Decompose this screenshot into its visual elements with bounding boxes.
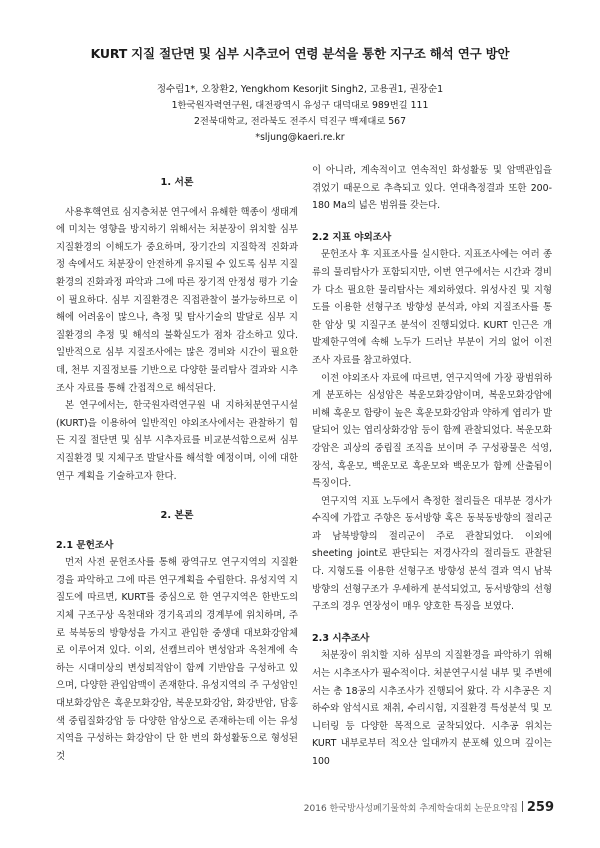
field-survey-paragraph-2: 이전 야외조사 자료에 따르면, 연구지역에 가장 광범위하게 분포하는 심성암은 복운모화강암이며, 복운모화강암에 비해 흑운모 함량이 높은 흑운모화강암과 약하게 엽리가 발달되어 있는 엽리상화강암 등이 함께 관찰되었다. 복운모화강암은 괴상의 중립질 조직을 보이며 주 구성광물은 석영, 장석, 흑운모, 백운모로 흑운모와 백운모가 함께 산출됨이 특징이다. — [312, 372, 552, 490]
author-list: 정수림1*, 오창환2, Yengkhom Kesorjit Singh2, 고용권1, 권장순1 — [156, 84, 444, 95]
affiliation-2: 2전북대학교, 전라북도 전주시 덕진구 백제대로 567 — [193, 116, 407, 127]
subsection-heading-drilling: 2.3 시추조사 — [312, 632, 370, 644]
right-column — [312, 162, 552, 771]
drilling-paragraph: 처분장이 위치할 지하 심부의 지질환경을 파악하기 위해서는 시추조사가 필수적이다. 처분연구시설 내부 및 주변에서는 총 18공의 시추조사가 진행되어 왔다. 각 시추공은 지하수와 암석시료 채취, 수리시험, 지질환경 특성분석 및 모니터링 등 다양한 목적으로 굴착되었다. 시추공 위치는 KURT 내부로부터 적오산 일대까지 분포해 있으며 깊이는 100 — [312, 650, 552, 767]
field-survey-paragraph-3: 연구지역 지표 노두에서 측정한 절리들은 대부분 경사가 수직에 가깝고 주향은 동서방향 혹은 동북동방향의 절리군과 남북방향의 절리군이 주로 관찰되었다. 이외에 sheeting joint로 판단되는 저경사각의 절리들도 관찰된다. 지형도를 이용한 선형구조 방향성 분석 결과 역시 남북방향의 선형구조가 우세하게 분석되었고, 동서방향의 선형구조의 경우 연장성이 매우 양호한 특징을 보였다. — [312, 495, 552, 613]
page-number: 259 — [526, 800, 554, 815]
section-heading-intro: 1. 서론 — [160, 177, 194, 188]
intro-paragraph-2: 본 연구에서는, 한국원자력연구원 내 지하처분연구시설(KURT)을 이용하여 일반적인 야외조사에서는 관찰하기 힘든 지질 절단면 및 심부 시추자료를 비교분석함으로써 심부 지질환경 및 지체구조 발달사를 해석할 예정이며, 이에 대한 연구 계획을 기술하고자 한다. — [56, 400, 298, 482]
paper-title: KURT 지질 절단면 및 심부 시추코어 연령 분석을 통한 지구조 해석 연구 방안 — [90, 46, 510, 61]
field-survey-paragraph-1: 문헌조사 후 지표조사를 실시한다. 지표조사에는 여러 종류의 물리탐사가 포함되지만, 이번 연구에서는 시간과 경비가 다소 필요한 물리탐사는 제외하였다. 위성사진 및 지형도를 이용한 선형구조 방향성 분석과, 야외 지질조사를 통한 암상 및 지질구조 분석이 진행되었다. KURT 인근은 개발제한구역에 속해 노두가 드러난 부분이 거의 없어 이전 조사 자료를 참고하였다. — [312, 249, 552, 366]
subsection-heading-literature: 2.1 문헌조사 — [56, 539, 114, 551]
continued-paragraph: 이 아니라, 계속적이고 연속적인 화성활동 및 암맥관입을 겪었기 때문으로 추측되고 있다. 연대측정결과 또한 200-180 Ma의 넓은 범위를 갖는다. — [312, 165, 552, 212]
section-heading-body: 2. 본론 — [160, 510, 194, 522]
page-footer — [304, 800, 554, 815]
affiliation-1: 1한국원자력연구원, 대전광역시 유성구 대덕대로 989번길 111 — [171, 100, 429, 111]
intro-paragraph-1: 사용후핵연료 심지층처분 연구에서 유해한 핵종이 생태계에 미치는 영향을 방지하기 위해서는 처분장이 위치할 심부 지질환경의 이해도가 중요하며, 장기간의 지질학적 진화과정 속에서도 처분장이 안전하게 유지될 수 있도록 심부 지질환경의 진화과정 파악과 그에 따른 장기적 안정성 평가 기술이 필요하다. 심부 지질환경은 직접관찰이 불가능하므로 이해에 어려움이 많으나, 측정 및 탐사기술의 발달로 심부 지질환경의 추정 및 해석의 불확실도가 점차 감소하고 있다. 일반적으로 심부 지질조사에는 많은 경비와 시간이 필요한데, 천부 지질정보를 기반으로 다양한 물리탐사 결과와 시추조사 자료를 통해 간접적으로 해석된다. — [56, 206, 298, 394]
author-block — [40, 82, 560, 146]
author-email: *sljung@kaeri.re.kr — [255, 132, 345, 143]
literature-paragraph: 먼저 사전 문헌조사를 통해 광역규모 연구지역의 지질환경을 파악하고 그에 따른 연구계획을 수립한다. 유성지역 지질도에 따르면, KURT를 중심으로 한 연구지역은 한반도의 지체 구조구상 옥천대와 경기육괴의 경계부에 위치하며, 주로 북북동의 방향성을 가지고 관입한 중생대 대보화강암체로 이루어져 있다. 이외, 선캠브리아 변성암과 옥천계에 속하는 시대미상의 변성퇴적암이 함께 기반암을 구성하고 있으며, 다양한 관입암맥이 존재한다. 유성지역의 주 구성암인 대보화강암은 흑운모화강암, 복운모화강암, 화강반암, 담홍색 중립질화강암 등 다양한 암상으로 존재하는데 이는 유성지역을 구성하는 화강암이 단 한 번의 화성활동으로 형성된 것 — [56, 557, 298, 762]
subsection-heading-field-survey: 2.2 지표 야외조사 — [312, 231, 392, 243]
footer-divider — [522, 801, 523, 812]
conference-name: 2016 한국방사성폐기물학회 추계학술대회 논문요약집 — [303, 804, 518, 814]
left-column — [56, 174, 298, 765]
